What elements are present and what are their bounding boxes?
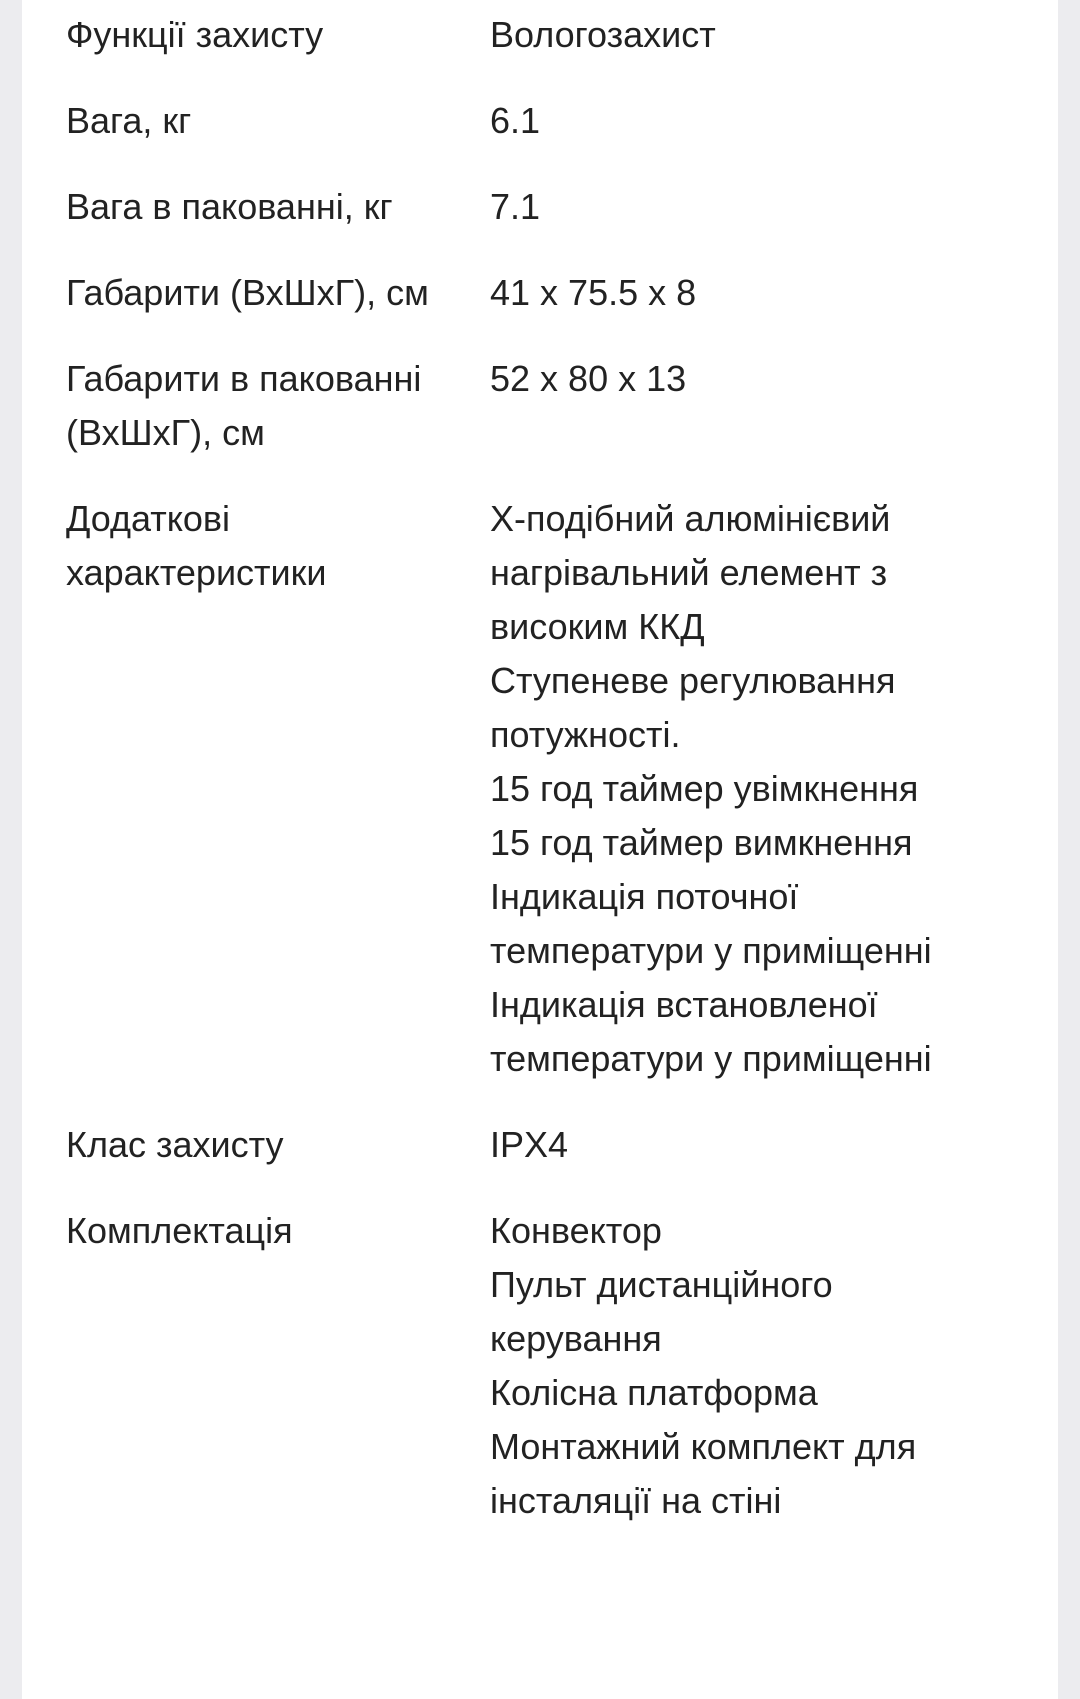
spec-value-line: Індикація поточної: [490, 876, 799, 917]
spec-value-line: Вологозахист: [490, 14, 716, 55]
spec-value-line: температури у приміщенні: [490, 930, 932, 971]
spec-value-line: 52 x 80 x 13: [490, 358, 687, 399]
specs-table: [66, 8, 1026, 1560]
spec-value-line: Пульт дистанційного: [490, 1264, 833, 1305]
spec-label: Комплектація: [66, 1210, 293, 1251]
spec-row-additional-features: [66, 492, 1026, 1086]
spec-card: [22, 0, 1058, 1699]
spec-row-packed-weight: [66, 180, 1026, 234]
spec-value-line: температури у приміщенні: [490, 1038, 932, 1079]
spec-value: [490, 266, 1026, 320]
spec-value-line: високим ККД: [490, 606, 705, 647]
spec-value-line: Монтажний комплект для: [490, 1426, 917, 1467]
spec-label: Вага в пакованні, кг: [66, 186, 393, 227]
spec-row-package-contents: [66, 1204, 1026, 1528]
spec-row-packed-dimensions: [66, 352, 1026, 460]
spec-value: [490, 1118, 1026, 1172]
spec-value-line: Конвектор: [490, 1210, 662, 1251]
spec-value-line: керування: [490, 1318, 662, 1359]
spec-value-line: Х-подібний алюмінієвий: [490, 498, 891, 539]
spec-value-line: Колісна платформа: [490, 1372, 818, 1413]
spec-value-line: 7.1: [490, 186, 541, 227]
spec-label: Клас захисту: [66, 1124, 284, 1165]
spec-value: [490, 94, 1026, 148]
spec-value: [490, 492, 1026, 1086]
spec-value-line: Ступеневе регулювання: [490, 660, 896, 701]
spec-row-protection-class: [66, 1118, 1026, 1172]
spec-value: [490, 352, 1026, 460]
spec-value-line: 15 год таймер увімкнення: [490, 768, 919, 809]
spec-value: [490, 1204, 1026, 1528]
spec-value-line: 6.1: [490, 100, 541, 141]
spec-value-line: 41 x 75.5 x 8: [490, 272, 697, 313]
spec-row-protection-functions: [66, 8, 1026, 62]
spec-label: Габарити в пакованні (ВхШхГ), см: [66, 358, 422, 453]
spec-value-line: 15 год таймер вимкнення: [490, 822, 913, 863]
spec-value-line: нагрівальний елемент з: [490, 552, 888, 593]
spec-label: Функції захисту: [66, 14, 324, 55]
spec-label: Додаткові характеристики: [66, 498, 327, 593]
spec-value-line: інсталяції на стіні: [490, 1480, 782, 1521]
spec-label: Вага, кг: [66, 100, 192, 141]
spec-row-weight: [66, 94, 1026, 148]
spec-label: Габарити (ВхШхГ), см: [66, 272, 429, 313]
spec-value-line: потужності.: [490, 714, 681, 755]
spec-value: [490, 180, 1026, 234]
spec-row-dimensions: [66, 266, 1026, 320]
spec-value: [490, 8, 1026, 62]
spec-value-line: IPX4: [490, 1124, 569, 1165]
spec-value-line: Індикація встановленої: [490, 984, 878, 1025]
